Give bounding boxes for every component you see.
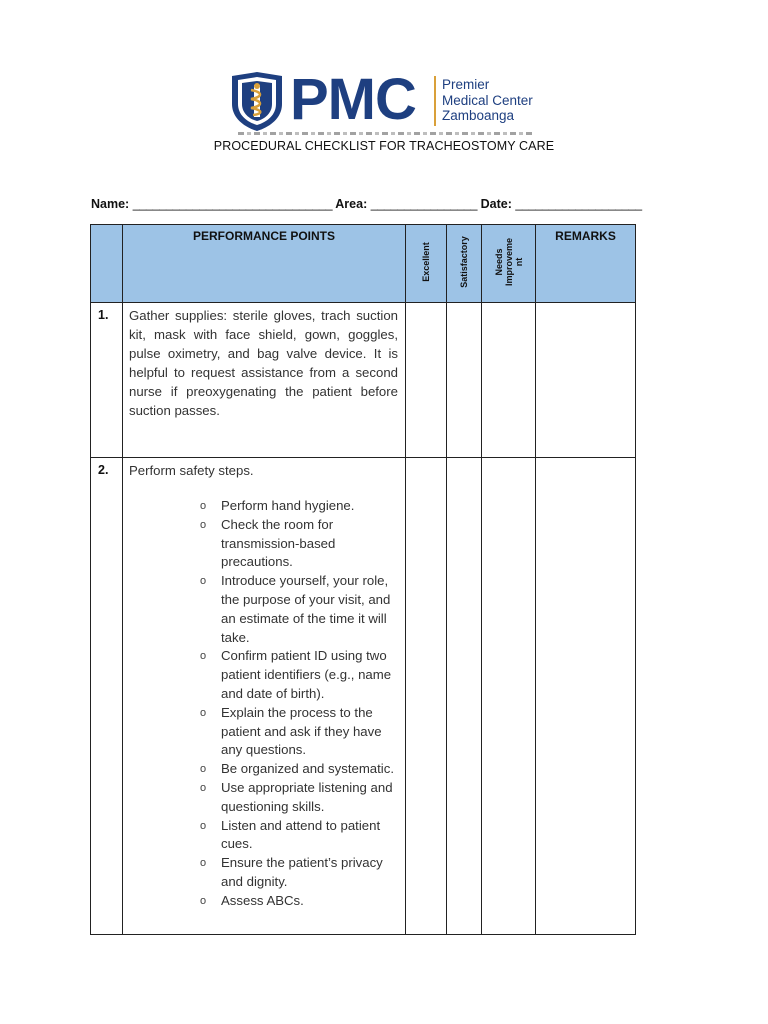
logo-underline-strip [238,132,534,135]
list-item: o Introduce yourself, your role, the purpose of your visit, and an estimate of the time it will take. [200,572,398,647]
checklist-table [90,224,636,935]
step-heading: Perform safety steps. [129,463,254,478]
header-performance-points: PERFORMANCE POINTS [123,225,406,303]
shield-emblem-icon [228,70,286,132]
list-item: o Listen and attend to patient cues. [200,817,398,855]
table-row [91,303,636,458]
header-needs-improvement [494,237,524,285]
area-label: Area: [335,197,368,211]
logo-full-name [442,77,533,124]
logo-name-line-2: Medical Center [442,92,533,108]
name-label: Name: [91,197,130,211]
date-field[interactable]: ___________________ [515,197,642,211]
row-number: 1. [91,303,123,458]
step-description: Gather supplies: sterile gloves, trach suction kit, mask with face shield, gown, goggles, pulse oximetry, and bag valve device. It is helpful to request assistance from a second nurse if preoxygenating the patient before suction passes. [123,303,406,458]
header-fields [91,197,642,211]
remarks-cell[interactable] [536,458,636,935]
logo-name-line-3: Zamboanga [442,108,515,123]
header-needs-improvement-line-3: nt [513,257,524,266]
list-item: o Use appropriate listening and questioning skills. [200,779,398,817]
list-item: o Assess ABCs. [200,892,398,911]
satisfactory-checkbox-cell[interactable] [447,458,482,935]
satisfactory-checkbox-cell[interactable] [447,303,482,458]
header-excellent: Excellent [421,241,431,282]
pmc-logo [228,67,548,132]
logo-divider [434,76,436,126]
excellent-checkbox-cell[interactable] [406,458,447,935]
header-number-cell [91,225,123,303]
row-number: 2. [91,458,123,935]
list-item: o Ensure the patient’s privacy and dignity. [200,854,398,892]
list-item: o Perform hand hygiene. [200,497,398,516]
safety-steps-list [129,497,398,911]
logo-name-line-1: Premier [442,77,490,92]
document-title: PROCEDURAL CHECKLIST FOR TRACHEOSTOMY CARE [213,139,555,153]
list-item: o Be organized and systematic. [200,760,398,779]
list-item: o Explain the process to the patient and ask if they have any questions. [200,704,398,760]
name-field[interactable]: ______________________________ [132,197,333,211]
list-item: o Check the room for transmission-based precautions. [200,516,398,572]
header-excellent-cell [406,225,447,303]
table-row [91,458,636,935]
header-satisfactory: Satisfactory [459,235,469,288]
needs-improvement-checkbox-cell[interactable] [482,303,536,458]
table-header-row [91,225,636,303]
logo-abbreviation: PMC [290,67,416,132]
list-item: o Confirm patient ID using two patient identifiers (e.g., name and date of birth). [200,647,398,703]
header-needs-improvement-line-1: Needs [493,248,504,276]
header-remarks: REMARKS [536,225,636,303]
header-needs-improvement-line-2: Improveme [503,237,514,286]
date-label: Date: [480,197,512,211]
header-needs-improvement-cell [482,225,536,303]
remarks-cell[interactable] [536,303,636,458]
header-satisfactory-cell [447,225,482,303]
area-field[interactable]: ________________ [370,197,478,211]
step-description [123,458,406,935]
needs-improvement-checkbox-cell[interactable] [482,458,536,935]
excellent-checkbox-cell[interactable] [406,303,447,458]
